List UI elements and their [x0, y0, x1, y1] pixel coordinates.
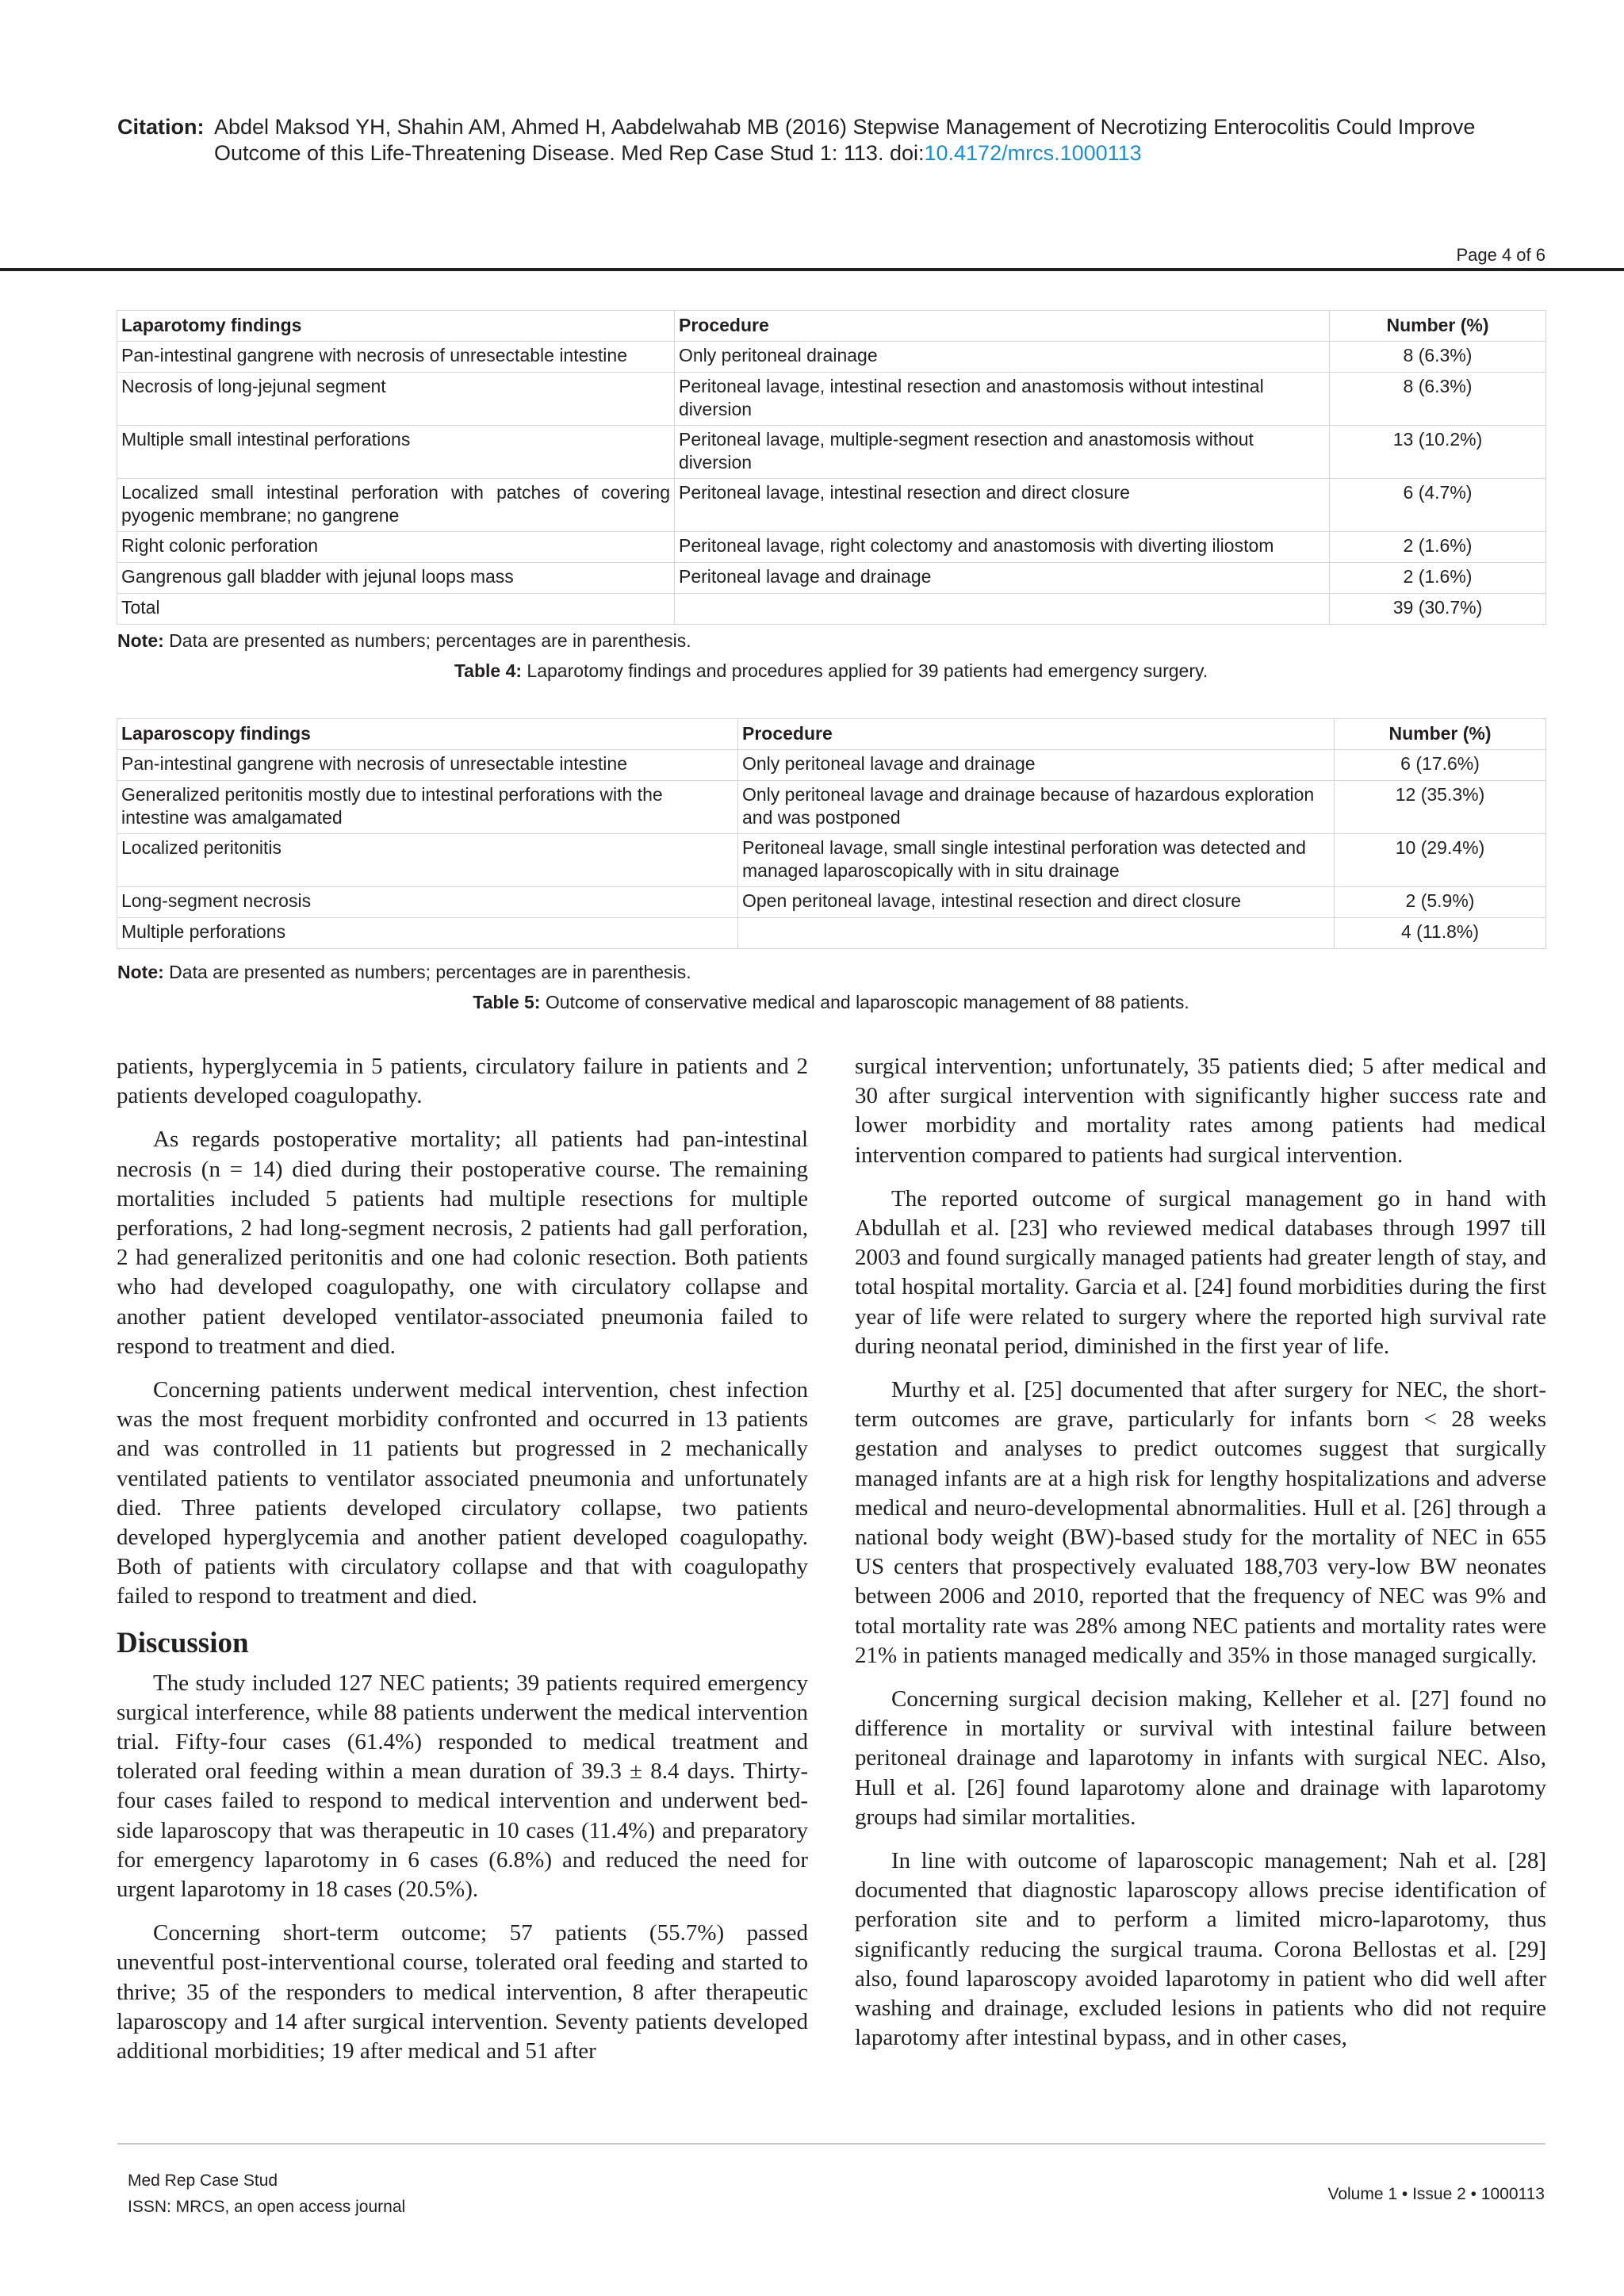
table-5-caption: Table 5: Outcome of conservative medical and laparoscopic management of 88 patients.	[473, 992, 1189, 1012]
table-cell: Pan-intestinal gangrene with necrosis of unresectable intestine	[117, 750, 738, 781]
table-header-row	[117, 311, 1546, 342]
table-5-note: Note: Data are presented as numbers; percentages are in parenthesis.	[117, 962, 691, 982]
table-cell: 4 (11.8%)	[1335, 918, 1546, 949]
table-cell: 8 (6.3%)	[1330, 342, 1546, 373]
footer-journal-name: Med Rep Case Stud	[128, 2172, 278, 2190]
body-paragraph: Murthy et al. [25] documented that after surgery for NEC, the short-term outcomes are grave, particularly for infants born < 28 weeks gestation and analyses to predict outcomes suggest that surgically managed infants are at a high risk for lengthy hospitalizations and adverse medical and neuro-developmental abnormalities. Hull et al. [26] through a national body weight (BW)-based study for the mortality of NEC in 655 US centers that prospectively evaluated 188,703 very-low BW neonates between 2006 and 2010, reported that the frequency of NEC was 9% and total mortality rate was 28% among NEC patients and mortality rates were 21% in patients managed medically and 35% in those managed surgically.	[855, 1377, 1546, 1668]
page-number: Page 4 of 6	[1456, 245, 1545, 265]
table-cell: Multiple small intestinal perforations	[117, 426, 675, 479]
table-5	[117, 718, 1546, 949]
table-cell: 39 (30.7%)	[1330, 594, 1546, 625]
table-cell: Gangrenous gall bladder with jejunal loops mass	[117, 563, 675, 594]
body-paragraph: Concerning short-term outcome; 57 patients (55.7%) passed uneventful post-interventional course, tolerated oral feeding and started to thrive; 35 of the responders to medical intervention, 8 after therapeutic laparoscopy and 14 after surgical intervention. Seventy patients developed additional morbidities; 19 after medical and 51 after	[117, 1920, 808, 2064]
table-cell: 12 (35.3%)	[1335, 781, 1546, 834]
table-cell: Total	[117, 594, 675, 625]
column-header: Laparoscopy findings	[117, 719, 738, 750]
table-cell: Multiple perforations	[117, 918, 738, 949]
column-header: Laparotomy findings	[117, 311, 675, 342]
table-cell: Localized small intestinal perforation with patches of covering pyogenic membrane; no gangrene	[117, 479, 675, 532]
table-cell: 6 (4.7%)	[1330, 479, 1546, 532]
table-row	[117, 563, 1546, 594]
body-column-right	[855, 1052, 1546, 2068]
table-row	[117, 373, 1546, 426]
table-cell: 13 (10.2%)	[1330, 426, 1546, 479]
column-header: Procedure	[738, 719, 1335, 750]
citation-label: Citation:	[117, 115, 205, 139]
table-header-row	[117, 719, 1546, 750]
table-cell	[675, 594, 1330, 625]
body-paragraph: In line with outcome of laparoscopic management; Nah et al. [28] documented that diagnostic laparoscopy allows precise identification of perforation site and to perform a limited micro-laparotomy, thus significantly reducing the surgical trauma. Corona Bellostas et al. [29] also, found laparoscopy avoided laparotomy in patient who did well after washing and drainage, excluded lesions in patients who did not require laparotomy after intestinal bypass, and in other cases,	[855, 1848, 1546, 2051]
table-row	[117, 479, 1546, 532]
section-heading: Discussion	[117, 1626, 249, 1659]
table-cell: 2 (1.6%)	[1330, 532, 1546, 563]
body-paragraph: As regards postoperative mortality; all patients had pan-intestinal necrosis (n = 14) died during their postoperative course. The remaining mortalities included 5 patients had multiple resections for multiple perforations, 2 had long-segment necrosis, 2 patients had gall perforation, 2 had generalized peritonitis and one had colonic resection. Both patients who had developed coagulopathy, one with circulatory collapse and another patient developed ventilator-associated pneumonia failed to respond to treatment and died.	[117, 1127, 808, 1359]
body-paragraph: patients, hyperglycemia in 5 patients, circulatory failure in patients and 2 patients developed coagulopathy.	[117, 1054, 808, 1109]
table-row	[117, 750, 1546, 781]
table-cell: 6 (17.6%)	[1335, 750, 1546, 781]
table-cell	[738, 918, 1335, 949]
table-cell: Open peritoneal lavage, intestinal resection and direct closure	[738, 887, 1335, 918]
table-cell: Right colonic perforation	[117, 532, 675, 563]
footer-rule	[117, 2143, 1545, 2145]
body-paragraph: surgical intervention; unfortunately, 35 patients died; 5 after medical and 30 after surgical intervention with significantly higher success rate and lower morbidity and mortality rates among patients had medical intervention compared to patients had surgical intervention.	[855, 1054, 1546, 1168]
table-cell: Peritoneal lavage, right colectomy and anastomosis with diverting iliostom	[675, 532, 1330, 563]
table-row	[117, 781, 1546, 834]
table-cell: Peritoneal lavage, intestinal resection and direct closure	[675, 479, 1330, 532]
footer-journal-info	[128, 2168, 405, 2220]
body-paragraph: Concerning surgical decision making, Kelleher et al. [27] found no difference in mortality or survival with intestinal failure between peritoneal drainage and laparotomy in infants with surgical NEC. Also, Hull et al. [26] found laparotomy alone and drainage with laparotomy groups had similar mortalities.	[855, 1686, 1546, 1830]
table-total-row	[117, 594, 1546, 625]
column-header: Procedure	[675, 311, 1330, 342]
table-cell: Long-segment necrosis	[117, 887, 738, 918]
column-header: Number (%)	[1335, 719, 1546, 750]
table-cell: Only peritoneal drainage	[675, 342, 1330, 373]
table-row	[117, 532, 1546, 563]
table-cell: Only peritoneal lavage and drainage because of hazardous exploration and was postponed	[738, 781, 1335, 834]
table-row	[117, 834, 1546, 887]
table-cell: 8 (6.3%)	[1330, 373, 1546, 426]
table-row	[117, 918, 1546, 949]
table-4-note: Note: Data are presented as numbers; percentages are in parenthesis.	[117, 630, 691, 651]
header-rule	[0, 268, 1624, 271]
table-4	[117, 310, 1546, 625]
doi-link[interactable]: 10.4172/mrcs.1000113	[924, 141, 1142, 165]
table-cell: Only peritoneal lavage and drainage	[738, 750, 1335, 781]
body-paragraph: The reported outcome of surgical management go in hand with Abdullah et al. [23] who reviewed medical databases through 1997 till 2003 and found surgically managed patients had greater length of stay, and total hospital mortality. Garcia et al. [24] found morbidities during the first year of life were related to surgery where the reported high survival rate during neonatal period, diminished in the first year of life.	[855, 1185, 1546, 1359]
footer-issn: ISSN: MRCS, an open access journal	[128, 2198, 406, 2216]
table-cell: Localized peritonitis	[117, 834, 738, 887]
table-cell: 2 (5.9%)	[1335, 887, 1546, 918]
table-row	[117, 887, 1546, 918]
table-cell: Generalized peritonitis mostly due to intestinal perforations with the intestine was amalgamated	[117, 781, 738, 834]
citation-text: Abdel Maksod YH, Shahin AM, Ahmed H, Aabdelwahab MB (2016) Stepwise Management of Necrotizing Enterocolitis Could Improve Outcome of this Life-Threatening Disease. Med Rep Case Stud 1: 113. doi:10.4172/mrcs.1000113	[214, 115, 1476, 165]
body-column-left	[117, 1052, 808, 2080]
column-header: Number (%)	[1330, 311, 1546, 342]
table-cell: Peritoneal lavage, intestinal resection and anastomosis without intestinal diversion	[675, 373, 1330, 426]
body-paragraph: Concerning patients underwent medical intervention, chest infection was the most frequent morbidity confronted and occurred in 13 patients and was controlled in 11 patients but progressed in 2 mechanically ventilated patients to ventilator associated pneumonia and unfortunately died. Three patients developed circulatory collapse, two patients developed hyperglycemia and another patient developed coagulopathy. Both of patients with circulatory collapse and that with coagulopathy failed to respond to treatment and died.	[117, 1377, 808, 1609]
table-row	[117, 342, 1546, 373]
table-cell: Pan-intestinal gangrene with necrosis of unresectable intestine	[117, 342, 675, 373]
table-cell: Peritoneal lavage, small single intestinal perforation was detected and managed laparoscopically with in situ drainage	[738, 834, 1335, 887]
table-row	[117, 426, 1546, 479]
table-cell: Necrosis of long-jejunal segment	[117, 373, 675, 426]
table-cell: Peritoneal lavage, multiple-segment resection and anastomosis without diversion	[675, 426, 1330, 479]
table-cell: 2 (1.6%)	[1330, 563, 1546, 594]
table-4-caption: Table 4: Laparotomy findings and procedures applied for 39 patients had emergency surgery.	[454, 660, 1208, 681]
footer-volume: Volume 1 • Issue 2 • 1000113	[1327, 2185, 1545, 2203]
table-cell: Peritoneal lavage and drainage	[675, 563, 1330, 594]
table-cell: 10 (29.4%)	[1335, 834, 1546, 887]
body-paragraph: The study included 127 NEC patients; 39 patients required emergency surgical interference, while 88 patients underwent the medical intervention trial. Fifty-four cases (61.4%) responded to medical treatment and tolerated oral feeding within a mean duration of 39.3 ± 8.4 days. Thirty-four cases failed to respond to medical intervention and underwent bed-side laparoscopy that was therapeutic in 10 cases (11.4%) and preparatory for emergency laparotomy in 6 cases (6.8%) and reduced the need for urgent laparotomy in 18 cases (20.5%).	[117, 1670, 808, 1903]
